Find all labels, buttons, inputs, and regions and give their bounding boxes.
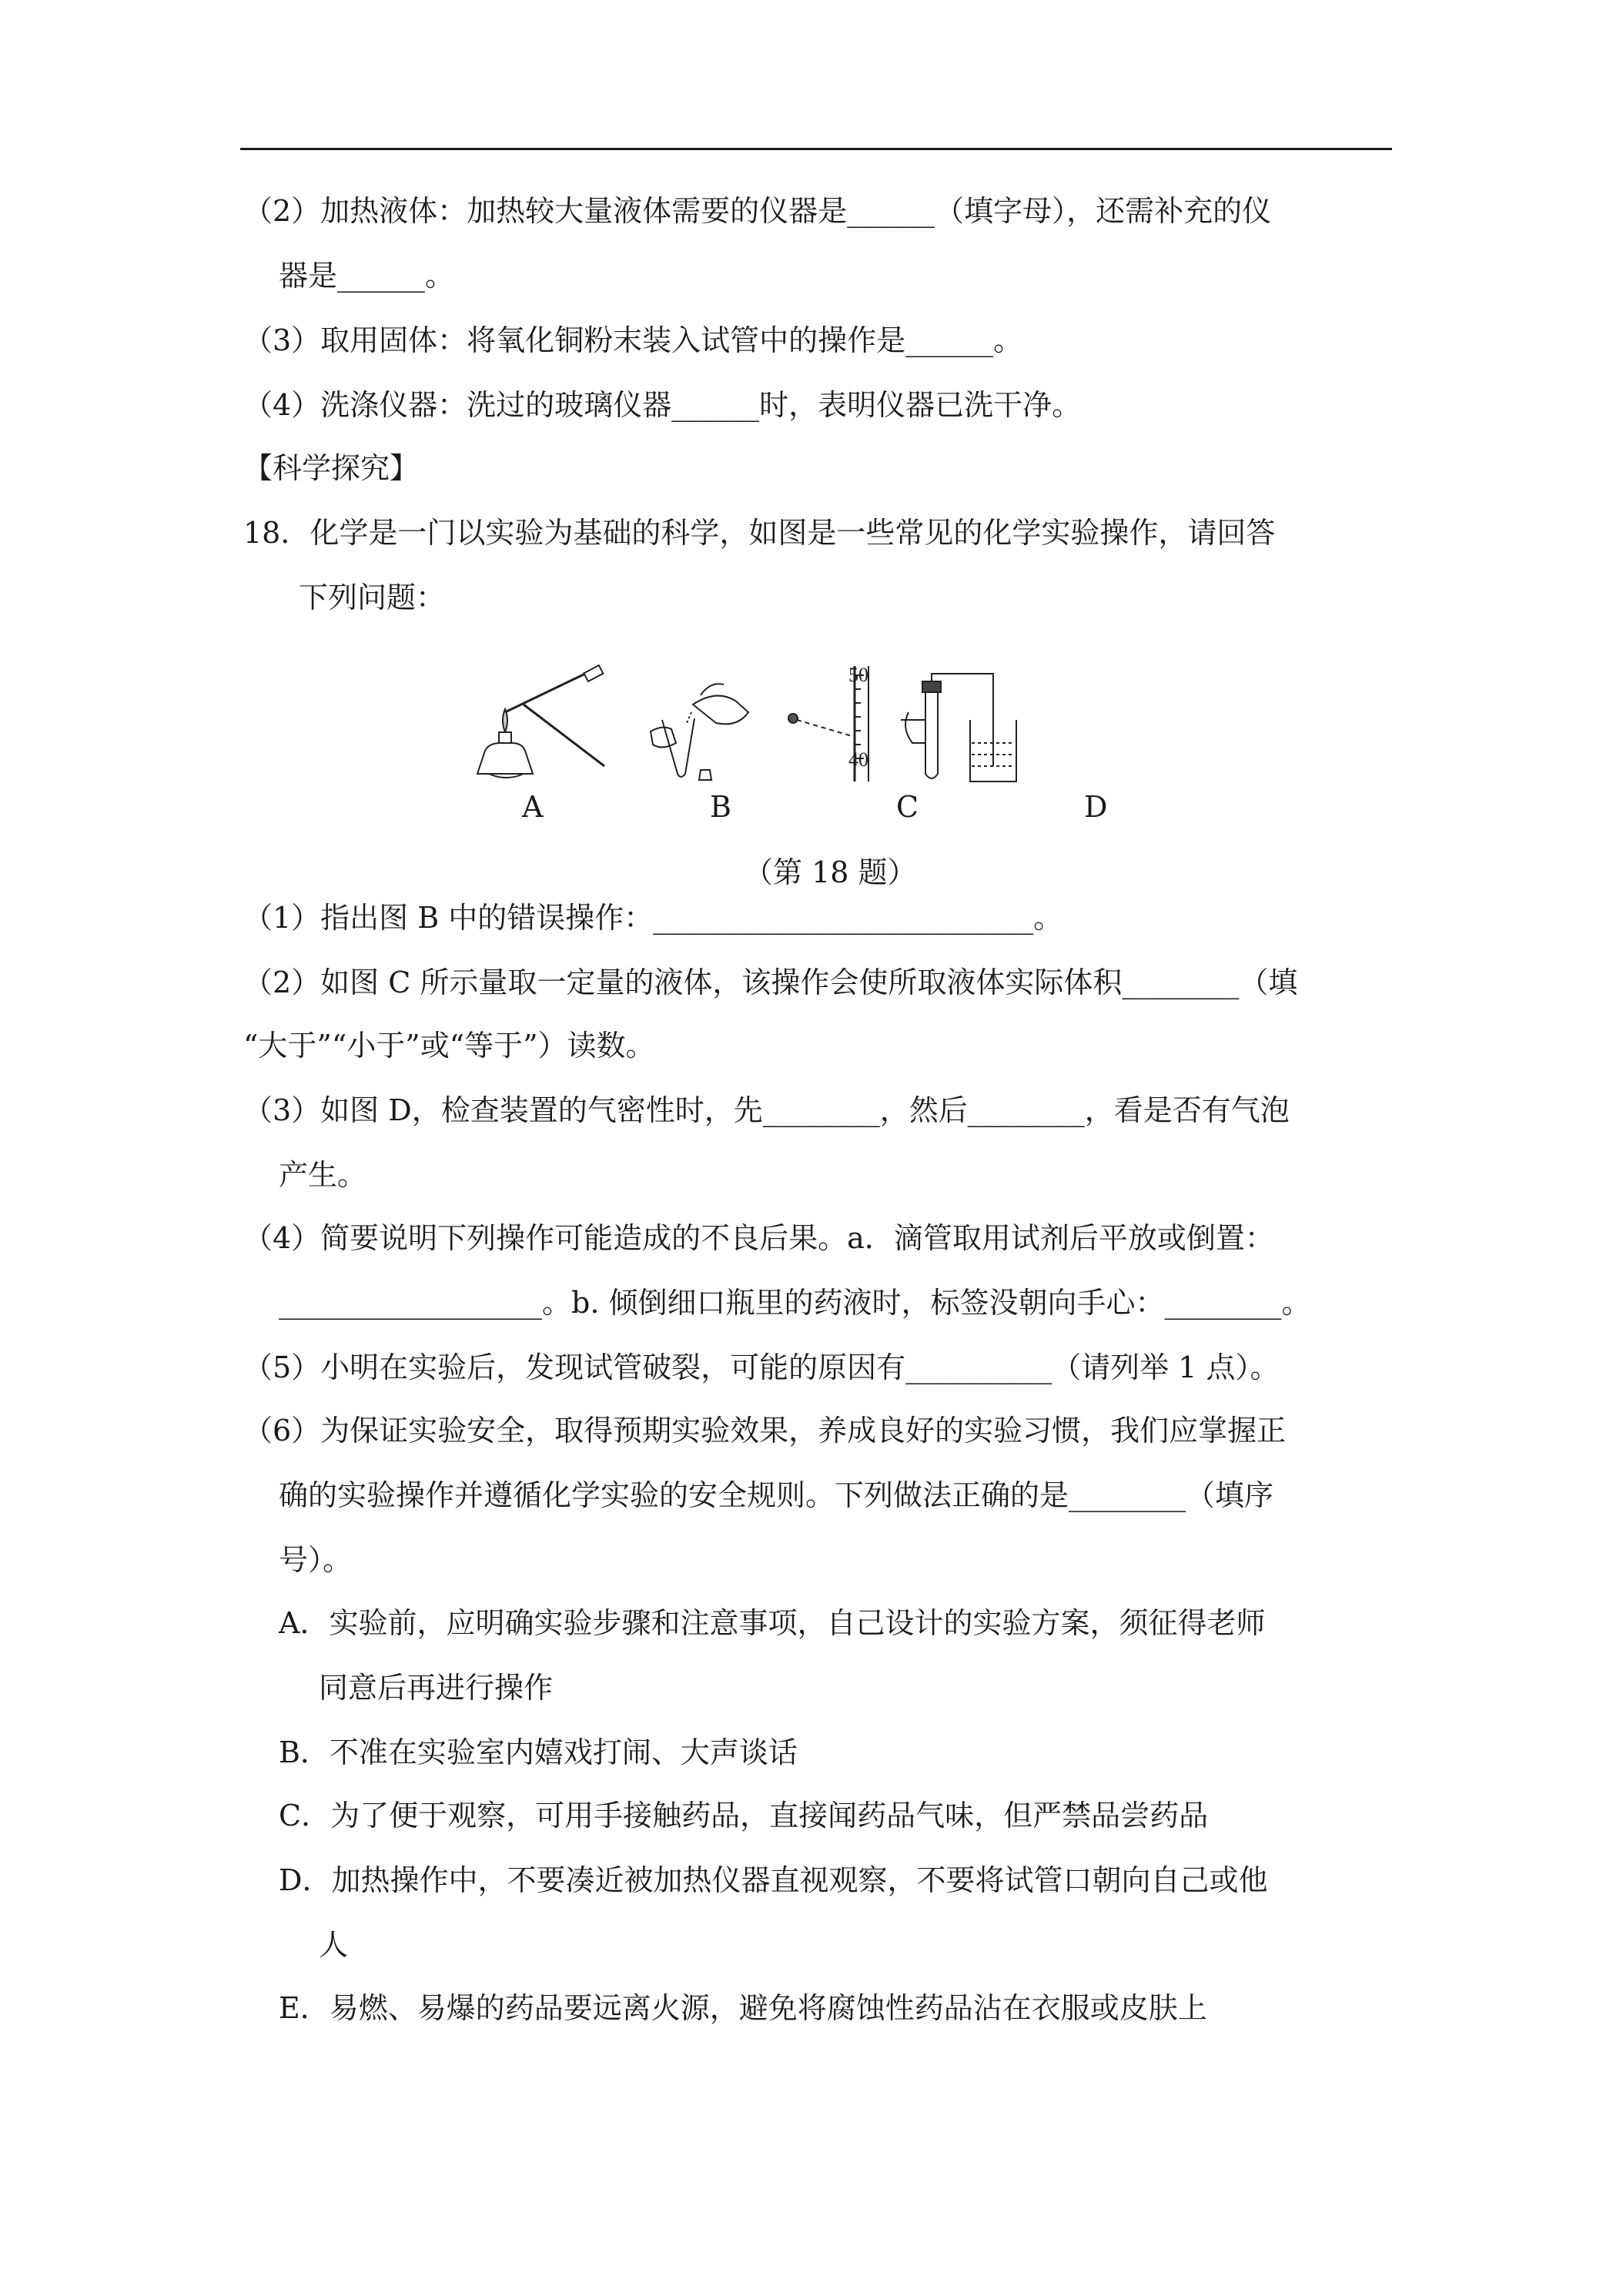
text-line: 产生。	[279, 1158, 367, 1192]
figure-label-c: C	[896, 790, 919, 824]
figure-b-pouring-liquid	[651, 684, 748, 780]
text-line: D．加热操作中，不要凑近被加热仪器直视观察，不要将试管口朝向自己或他	[279, 1863, 1268, 1897]
text-line: 【科学探究】	[243, 451, 420, 485]
text-line: （4）洗涤仪器：洗过的玻璃仪器______时，表明仪器已洗干净。	[243, 388, 1082, 422]
text-line: （1）指出图 B 中的错误操作：__________________________。	[243, 901, 1063, 935]
text-line: “大于”“小于”或“等于”）读数。	[243, 1029, 655, 1063]
figure-a-alcohol-lamp	[477, 665, 604, 778]
figure-caption: （第 18 题）	[744, 855, 917, 889]
figure-label-d: D	[1084, 790, 1108, 824]
lab-operations-figure	[470, 658, 1055, 789]
text-line: 器是______。	[279, 259, 455, 293]
text-line: A．实验前，应明确实验步骤和注意事项，自己设计的实验方案，须征得老师	[279, 1606, 1266, 1640]
text-line: 人	[319, 1928, 349, 1962]
text-line: （3）取用固体：将氧化铜粉末装入试管中的操作是______。	[243, 323, 1023, 357]
text-line: C．为了便于观察，可用手接触药品，直接闻药品气味，但严禁品尝药品	[279, 1799, 1209, 1832]
figure-label-b: B	[710, 790, 731, 824]
text-line: （2）加热液体：加热较大量液体需要的仪器是______（填字母），还需补充的仪	[243, 194, 1272, 228]
text-line: 确的实验操作并遵循化学实验的安全规则。下列做法正确的是________（填序	[279, 1478, 1274, 1512]
text-line: 号）。	[279, 1543, 353, 1577]
text-line: __________________。b. 倾倒细口瓶里的药液时，标签没朝向手心：________。	[279, 1286, 1311, 1320]
figure-label-a: A	[522, 790, 544, 824]
text-line: （4）简要说明下列操作可能造成的不良后果。a．滴管取用试剂后平放或倒置：	[243, 1221, 1274, 1255]
text-line: 18．化学是一门以实验为基础的科学，如图是一些常见的化学实验操作，请回答	[243, 516, 1276, 550]
text-line: （2）如图 C 所示量取一定量的液体，该操作会使所取液体实际体积________（填	[243, 966, 1298, 999]
cylinder-mark-40: 40	[848, 748, 868, 771]
figure-d-airtightness-check	[901, 674, 1016, 782]
text-line: E．易燃、易爆的药品要远离火源，避免将腐蚀性药品沾在衣服或皮肤上	[279, 1991, 1207, 2025]
text-line: （6）为保证实验安全，取得预期实验效果，养成良好的实验习惯，我们应掌握正	[243, 1414, 1287, 1448]
text-line: （3）如图 D，检查装置的气密性时，先________，然后________，看是否有气泡	[243, 1093, 1290, 1127]
text-line: 下列问题：	[299, 581, 446, 614]
text-line: 同意后再进行操作	[319, 1671, 554, 1705]
cylinder-mark-50: 50	[848, 664, 868, 686]
text-line: B．不准在实验室内嬉戏打闹、大声谈话	[279, 1735, 798, 1769]
header-rule	[240, 148, 1392, 150]
text-line: （5）小明在实验后，发现试管破裂，可能的原因有__________（请列举 1 点）。	[243, 1350, 1280, 1384]
